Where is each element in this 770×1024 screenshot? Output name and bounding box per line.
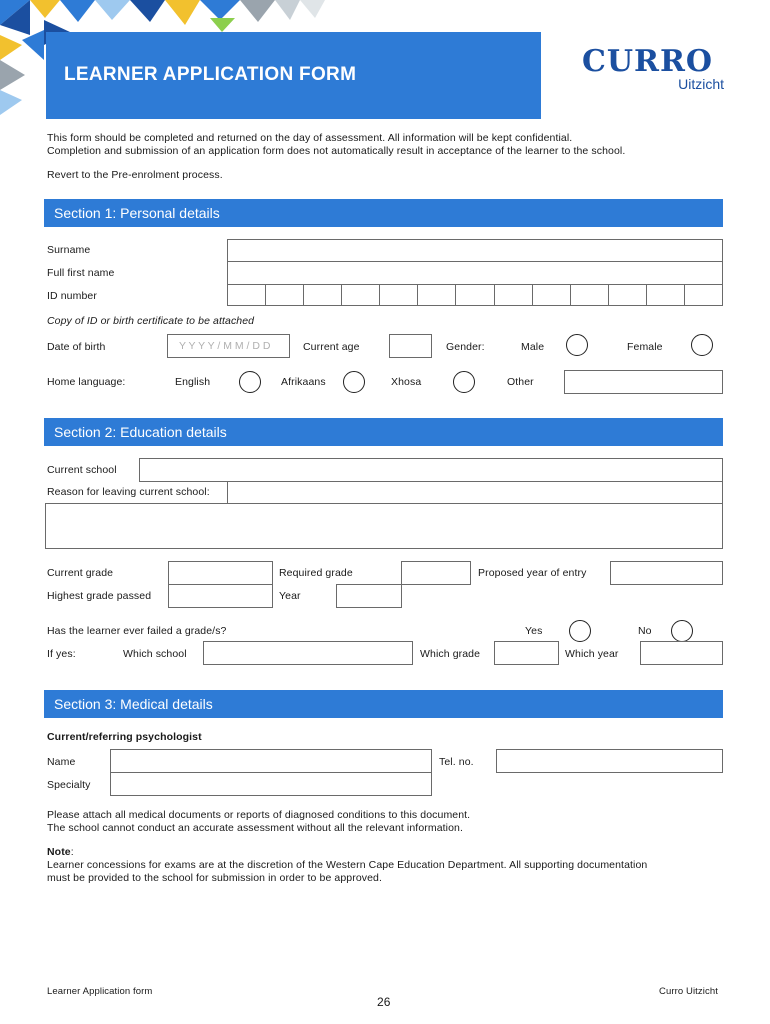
first-name-input[interactable] [227, 261, 723, 285]
proposed-year-label: Proposed year of entry [478, 567, 587, 579]
id-digit-cell[interactable] [379, 285, 417, 305]
current-grade-input[interactable] [168, 561, 273, 585]
intro-line-3: Revert to the Pre-enrolment process. [47, 169, 223, 181]
id-digit-cell[interactable] [417, 285, 455, 305]
if-yes-label: If yes: [47, 648, 76, 660]
yes-radio[interactable] [569, 620, 591, 642]
afrikaans-radio[interactable] [343, 371, 365, 393]
current-age-label: Current age [303, 341, 360, 353]
id-digit-cell[interactable] [646, 285, 684, 305]
specialty-label: Specialty [47, 779, 91, 791]
highest-grade-label: Highest grade passed [47, 590, 152, 602]
english-radio[interactable] [239, 371, 261, 393]
surname-label: Surname [47, 244, 91, 256]
which-school-input[interactable] [203, 641, 413, 665]
which-year-input[interactable] [640, 641, 723, 665]
current-school-input[interactable] [139, 458, 723, 482]
logo-brand: CURRO [582, 44, 714, 79]
id-number-label: ID number [47, 290, 97, 302]
english-label: English [175, 376, 211, 388]
id-digit-cell[interactable] [228, 285, 265, 305]
first-name-label: Full first name [47, 267, 115, 279]
current-school-label: Current school [47, 464, 117, 476]
section-2-header: Section 2: Education details [44, 418, 723, 446]
attach-line-2: The school cannot conduct an accurate assessment without all the relevant information. [47, 822, 463, 834]
required-grade-input[interactable] [401, 561, 471, 585]
name-label: Name [47, 756, 76, 768]
other-label: Other [507, 376, 534, 388]
id-number-input[interactable] [227, 284, 723, 306]
home-language-label: Home language: [47, 376, 126, 388]
other-language-input[interactable] [564, 370, 723, 394]
highest-grade-input[interactable] [168, 584, 273, 608]
psychologist-name-input[interactable] [110, 749, 432, 773]
note-line-1: Learner concessions for exams are at the discretion of the Western Cape Education Department. All supporting documentation [47, 859, 648, 871]
yes-label: Yes [525, 625, 543, 637]
intro-line-1: This form should be completed and returned on the day of assessment. All information will be kept confidential. [47, 132, 573, 144]
id-digit-cell[interactable] [608, 285, 646, 305]
id-digit-cell[interactable] [570, 285, 608, 305]
note-label-text: Note [47, 846, 71, 858]
attach-line-1: Please attach all medical documents or reports of diagnosed conditions to this document. [47, 809, 471, 821]
male-label: Male [521, 341, 545, 353]
tel-input[interactable] [496, 749, 723, 773]
psychologist-label: Current/referring psychologist [47, 731, 202, 743]
dob-input[interactable] [167, 334, 290, 358]
failed-question: Has the learner ever failed a grade/s? [47, 625, 227, 637]
year-input[interactable] [336, 584, 402, 608]
intro-line-2: Completion and submission of an application form does not automatically result in acceptance of the learner to the school. [47, 145, 626, 157]
xhosa-radio[interactable] [453, 371, 475, 393]
reason-textarea[interactable] [45, 503, 723, 549]
no-label: No [638, 625, 652, 637]
logo-sub: Uitzicht [678, 76, 724, 92]
surname-input[interactable] [227, 239, 723, 262]
reason-input[interactable] [227, 481, 723, 504]
curro-logo [582, 46, 724, 92]
tel-label: Tel. no. [439, 756, 474, 768]
which-year-label: Which year [565, 648, 619, 660]
page-number: 26 [377, 995, 391, 1009]
note-line-2: must be provided to the school for submission in order to be approved. [47, 872, 383, 884]
year-label: Year [279, 590, 301, 602]
reason-label: Reason for leaving current school: [47, 486, 210, 498]
footer-left: Learner Application form [47, 986, 153, 997]
current-grade-label: Current grade [47, 567, 114, 579]
id-digit-cell[interactable] [494, 285, 532, 305]
footer-right: Curro Uitzicht [659, 986, 718, 997]
proposed-year-input[interactable] [610, 561, 723, 585]
id-digit-cell[interactable] [455, 285, 493, 305]
which-grade-input[interactable] [494, 641, 559, 665]
xhosa-label: Xhosa [391, 376, 422, 388]
copy-note: Copy of ID or birth certificate to be attached [47, 315, 255, 327]
id-digit-cell[interactable] [341, 285, 379, 305]
which-school-label: Which school [123, 648, 187, 660]
dob-label: Date of birth [47, 341, 106, 353]
section-3-header: Section 3: Medical details [44, 690, 723, 718]
id-digit-cell[interactable] [684, 285, 722, 305]
form-title: LEARNER APPLICATION FORM [64, 64, 357, 85]
female-label: Female [627, 341, 663, 353]
female-radio[interactable] [691, 334, 713, 356]
dob-placeholder: Y Y Y Y / M M / D D [179, 340, 271, 352]
id-digit-cell[interactable] [532, 285, 570, 305]
which-grade-label: Which grade [420, 648, 481, 660]
note-label: Note: [47, 846, 74, 858]
id-digit-cell[interactable] [303, 285, 341, 305]
no-radio[interactable] [671, 620, 693, 642]
id-digit-cell[interactable] [265, 285, 303, 305]
current-age-input[interactable] [389, 334, 432, 358]
male-radio[interactable] [566, 334, 588, 356]
required-grade-label: Required grade [279, 567, 353, 579]
gender-label: Gender: [446, 341, 485, 353]
section-1-header: Section 1: Personal details [44, 199, 723, 227]
afrikaans-label: Afrikaans [281, 376, 326, 388]
specialty-input[interactable] [110, 772, 432, 796]
